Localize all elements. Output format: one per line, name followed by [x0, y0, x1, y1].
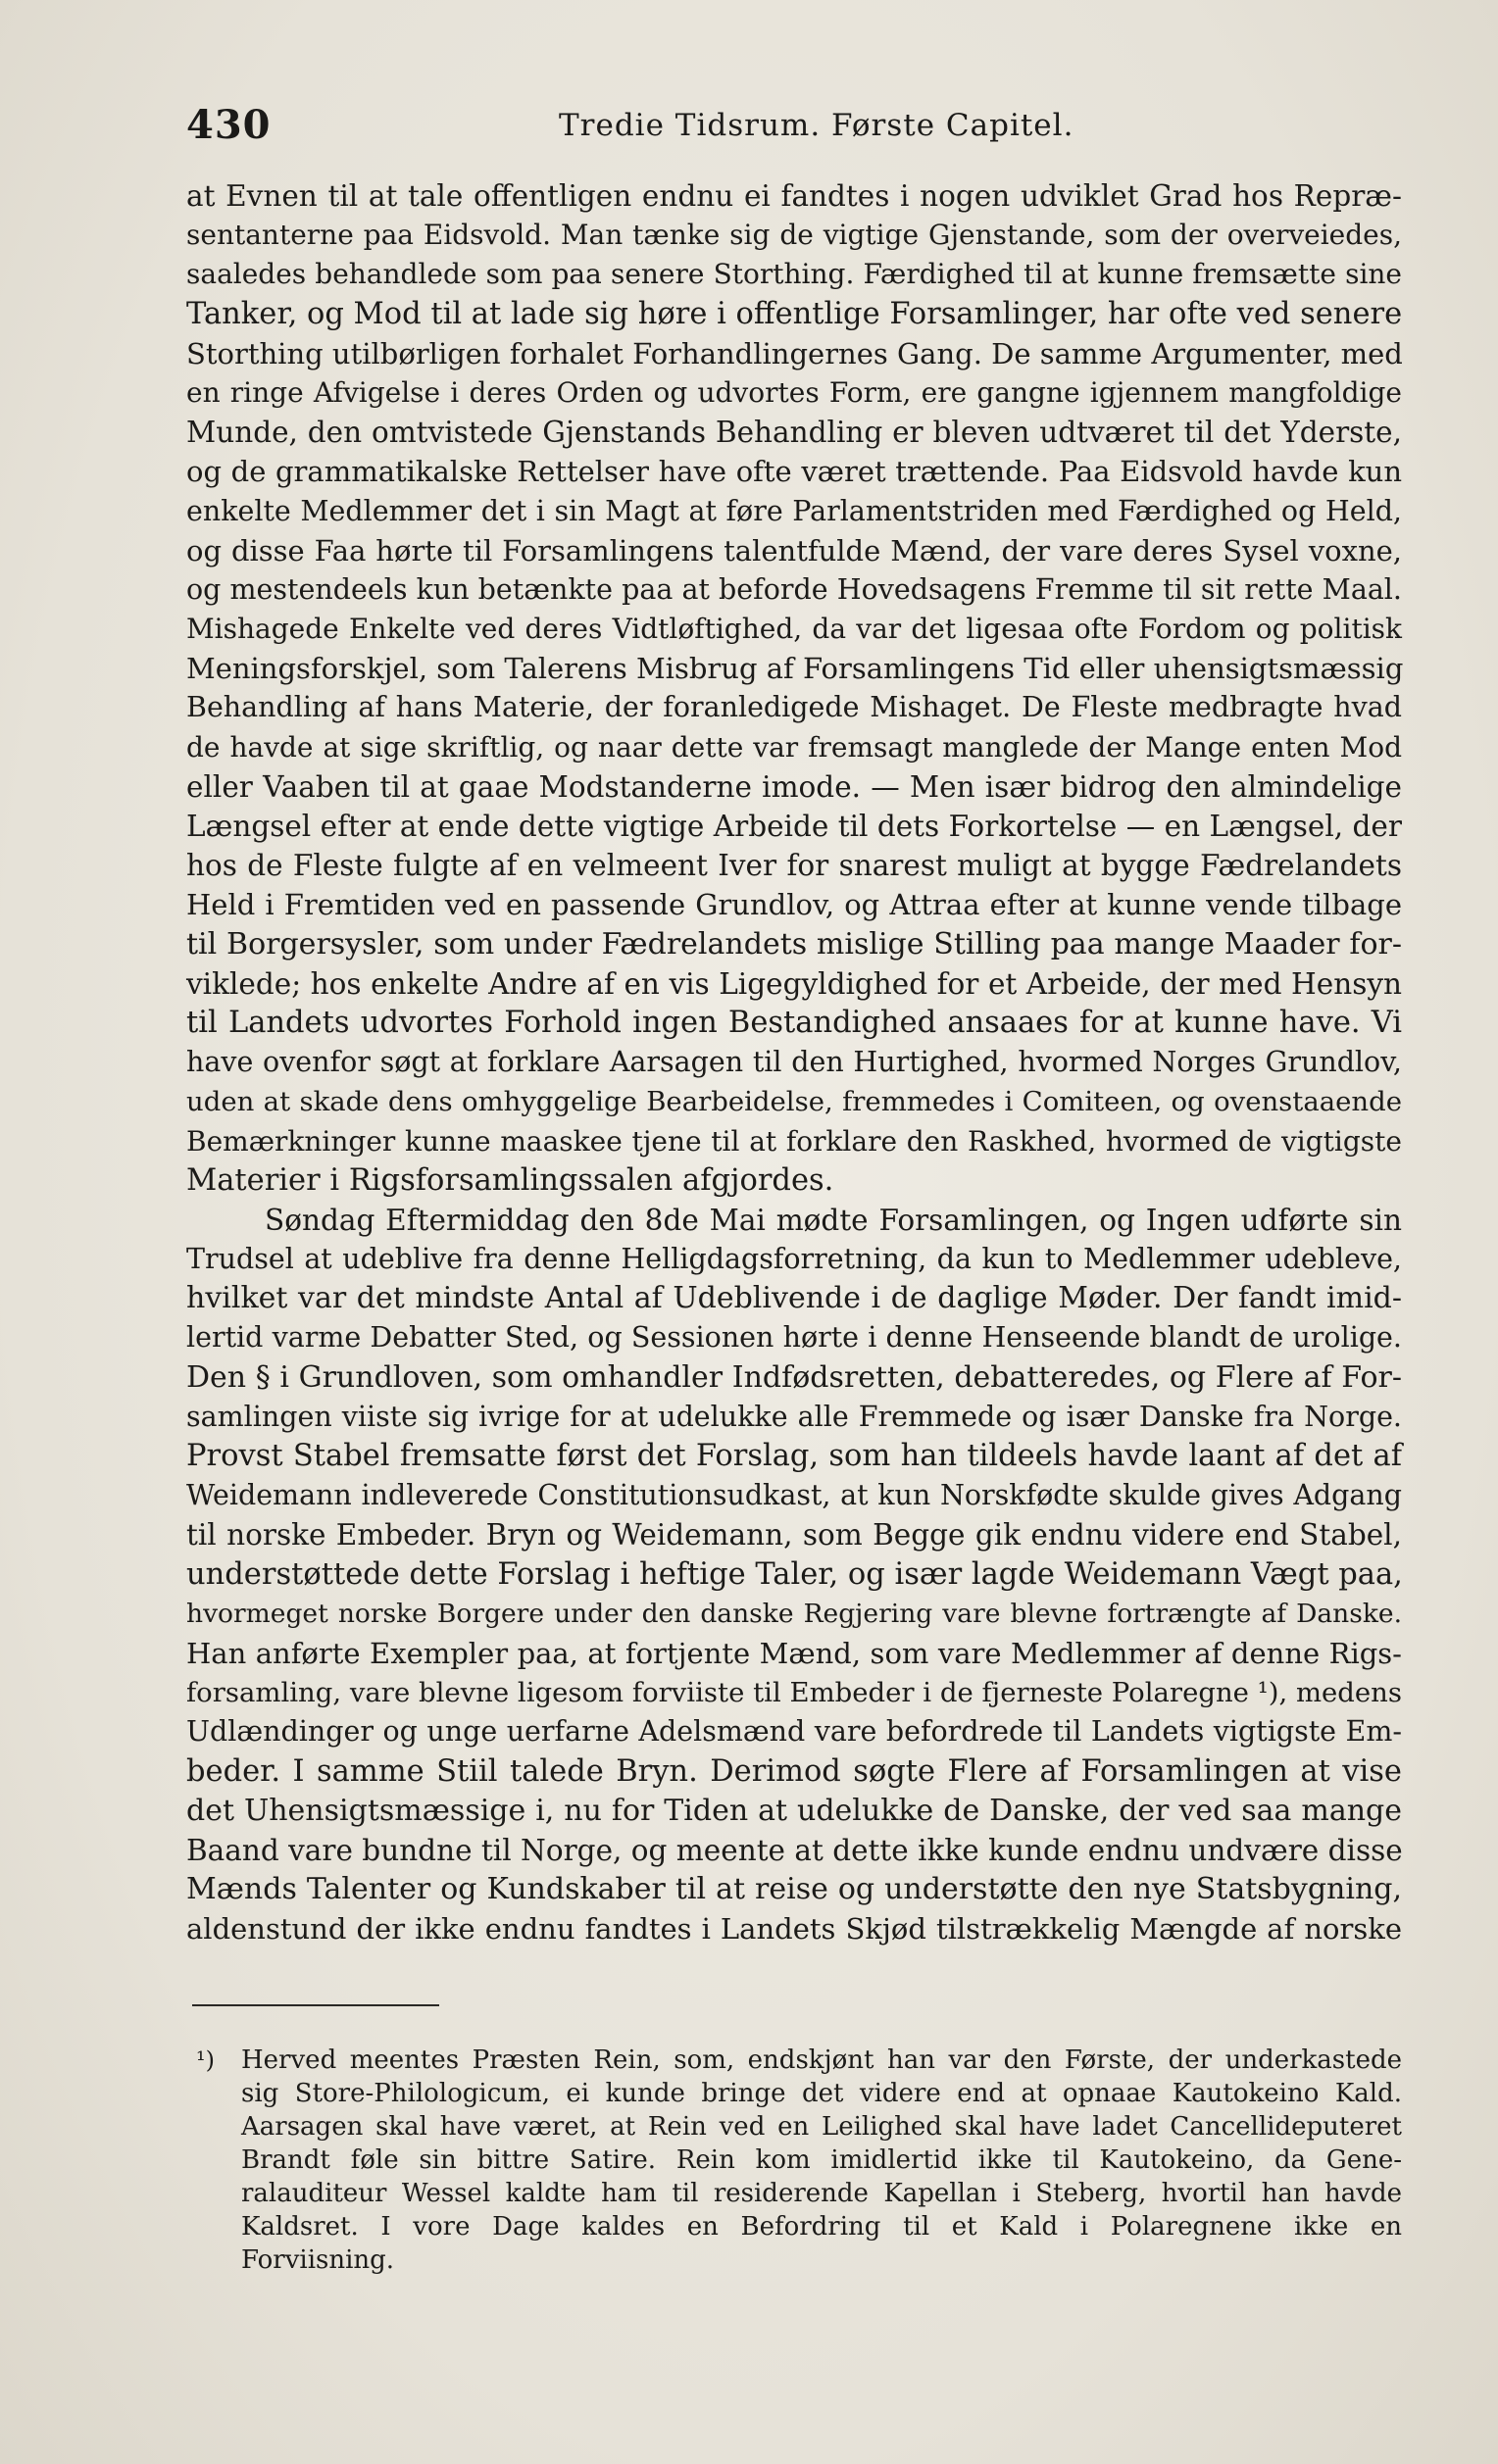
text-line: hos de Fleste fulgte af en velmeent Iver for snarest muligt at bygge Fædrelandets — [186, 849, 1402, 883]
text-line: lertid varme Debatter Sted, og Sessionen hørte i denne Henseende blandt de urolige. — [186, 1321, 1402, 1355]
text-line: hvormeget norske Borgere under den danske Regjering vare blevne fortrængte af Danske. — [186, 1598, 1402, 1629]
running-head: Tredie Tidsrum. Første Capitel. — [559, 108, 1074, 143]
text-line: samlingen viiste sig ivrige for at udelukke alle Fremmede og især Danske fra Norge. — [186, 1400, 1402, 1433]
text-line: Udlændinger og unge uerfarne Adelsmænd vare befordrede til Landets vigtigste Em- — [186, 1715, 1402, 1749]
text-line: og mestendeels kun betænkte paa at beforde Hovedsagens Fremme til sit rette Maal. — [186, 572, 1402, 606]
text-line: Held i Fremtiden ved en passende Grundlov, og Attraa efter at kunne vende tilbage — [186, 888, 1402, 922]
text-line: enkelte Medlemmer det i sin Magt at føre Parlamentstriden med Færdighed og Held, — [186, 494, 1402, 527]
text-line: Storthing utilbørligen forhalet Forhandlingernes Gang. De samme Argumenter, med — [186, 336, 1403, 370]
text-line: beder. I samme Stiil talede Bryn. Derimod søgte Flere af Forsamlingen at vise — [186, 1753, 1402, 1789]
text-line: aldenstund der ikke endnu fandtes i Landets Skjød tilstrækkelig Mængde af norske — [186, 1912, 1402, 1947]
footnote-divider — [192, 2004, 439, 2006]
text-line: til Landets udvortes Forhold ingen Bestandighed ansaaes for at kunne have. Vi — [186, 1005, 1402, 1040]
text-line: understøttede dette Forslag i heftige Taler, og især lagde Weidemann Vægt paa, — [186, 1556, 1403, 1592]
footnote-line: sig Store-Philologicum, ei kunde bringe det videre end at opnaae Kautokeino Kald. — [241, 2079, 1402, 2108]
text-line: have ovenfor søgt at forklare Aarsagen til den Hurtighed, hvormed Norges Grundlov, — [186, 1046, 1402, 1079]
text-line: Baand vare bundne til Norge, og meente at dette ikke kunde endnu undvære disse — [186, 1833, 1403, 1867]
text-line: Provst Stabel fremsatte først det Forslag, som han tildeels havde laant af det af — [186, 1439, 1402, 1473]
text-line: Han anførte Exempler paa, at fortjente Mænd, som vare Medlemmer af denne Rigs- — [186, 1636, 1402, 1670]
footnote-line: Aarsagen skal have været, at Rein ved en Leilighed skal have ladet Cancellideputeret — [241, 2112, 1402, 2142]
text-line: uden at skade dens omhyggelige Bearbeidelse, fremmedes i Comiteen, og ovenstaaende — [186, 1086, 1402, 1118]
text-line: Meningsforskjel, som Talerens Misbrug af Forsamlingens Tid eller uhensigtsmæssig — [186, 652, 1404, 686]
text-line: Munde, den omtvistede Gjenstands Behandling er bleven udtværet til det Yderste, — [186, 416, 1402, 450]
footnote — [196, 2044, 1402, 2277]
page-header — [186, 102, 1402, 161]
footnote-line: Forviisning. — [241, 2245, 395, 2275]
footnote-line: ralauditeur Wessel kaldte ham til residerende Kapellan i Steberg, hvortil han havde — [241, 2179, 1402, 2208]
text-line: en ringe Afvigelse i deres Orden og udvortes Form, ere gangne igjennem mangfoldige — [186, 375, 1402, 409]
text-line: hvilket var det mindste Antal af Udeblivende i de daglige Møder. Der fandt imid- — [186, 1281, 1402, 1316]
text-line: eller Vaaben til at gaae Modstanderne imode. — Men især bidrog den almindelige — [186, 769, 1402, 804]
text-line: at Evnen til at tale offentligen endnu ei fandtes i nogen udviklet Grad hos Repræ- — [186, 179, 1402, 213]
text-line: Søndag Eftermiddag den 8de Mai mødte Forsamlingen, og Ingen udførte sin — [265, 1203, 1402, 1237]
text-line: viklede; hos enkelte Andre af en vis Ligegyldighed for et Arbeide, der med Hensyn — [186, 966, 1402, 1001]
text-line: det Uhensigtsmæssige i, nu for Tiden at udelukke de Danske, der ved saa mange — [186, 1793, 1402, 1828]
text-line: saaledes behandlede som paa senere Storthing. Færdighed til at kunne fremsætte sine — [186, 258, 1402, 291]
footnote-line: Kaldsret. I vore Dage kaldes en Befordring til et Kald i Polaregnene ikke en — [241, 2212, 1402, 2242]
text-line: Materier i Rigsforsamlingssalen afgjordes. — [186, 1162, 834, 1198]
text-line: Behandling af hans Materie, der foranledigede Mishaget. De Fleste medbragte hvad — [186, 691, 1402, 724]
page-number: 430 — [186, 102, 272, 148]
text-line: Mænds Talenter og Kundskaber til at reise og understøtte den nye Statsbygning, — [186, 1872, 1402, 1907]
text-line: Bemærkninger kunne maaskee tjene til at forklare den Raskhed, hvormed de vigtigste — [186, 1124, 1402, 1158]
text-line: Trudsel at udeblive fra denne Helligdagsforretning, da kun to Medlemmer udebleve, — [186, 1243, 1402, 1276]
footnote-line-first — [196, 2044, 1402, 2077]
text-line: og de grammatikalske Rettelser have ofte været trættende. Paa Eidsvold havde kun — [186, 455, 1402, 489]
text-line: forsamling, vare blevne ligesom forviiste til Embeder i de fjerneste Polaregne ¹), medens — [186, 1677, 1402, 1709]
text-line: Weidemann indleverede Constitutionsudkast, at kun Norskfødte skulde gives Adgang — [186, 1479, 1402, 1512]
footnote-marker: ¹) — [196, 2046, 215, 2074]
body-text — [186, 176, 1402, 1948]
footnote-line: Herved meentes Præsten Rein, som, endskjønt han var den Første, der underkastede — [241, 2045, 1402, 2075]
text-line: Længsel efter at ende dette vigtige Arbeide til dets Forkortelse — en Længsel, der — [186, 810, 1402, 843]
text-line: til Borgersysler, som under Fædrelandets mislige Stilling paa mange Maader for- — [186, 926, 1402, 961]
text-line: Mishagede Enkelte ved deres Vidtløftighed, da var det ligesaa ofte Fordom og politisk — [186, 613, 1402, 646]
text-line: sentanterne paa Eidsvold. Man tænke sig de vigtige Gjenstande, som der overveiedes, — [186, 219, 1402, 252]
text-line: Tanker, og Mod til at lade sig høre i offentlige Forsamlinger, har ofte ved senere — [186, 296, 1403, 331]
footnote-line: Brandt føle sin bittre Satire. Rein kom imidlertid ikke til Kautokeino, da Gene- — [241, 2145, 1402, 2175]
text-line: Den § i Grundloven, som omhandler Indfødsretten, debatteredes, og Flere af For- — [186, 1359, 1402, 1395]
text-line: og disse Faa hørte til Forsamlingens talentfulde Mænd, der vare deres Sysel voxne, — [186, 533, 1402, 567]
text-line: til norske Embeder. Bryn og Weidemann, som Begge gik endnu videre end Stabel, — [186, 1518, 1402, 1552]
text-line: de havde at sige skriftlig, og naar dette var fremsagt manglede der Mange enten Mod — [186, 730, 1402, 764]
